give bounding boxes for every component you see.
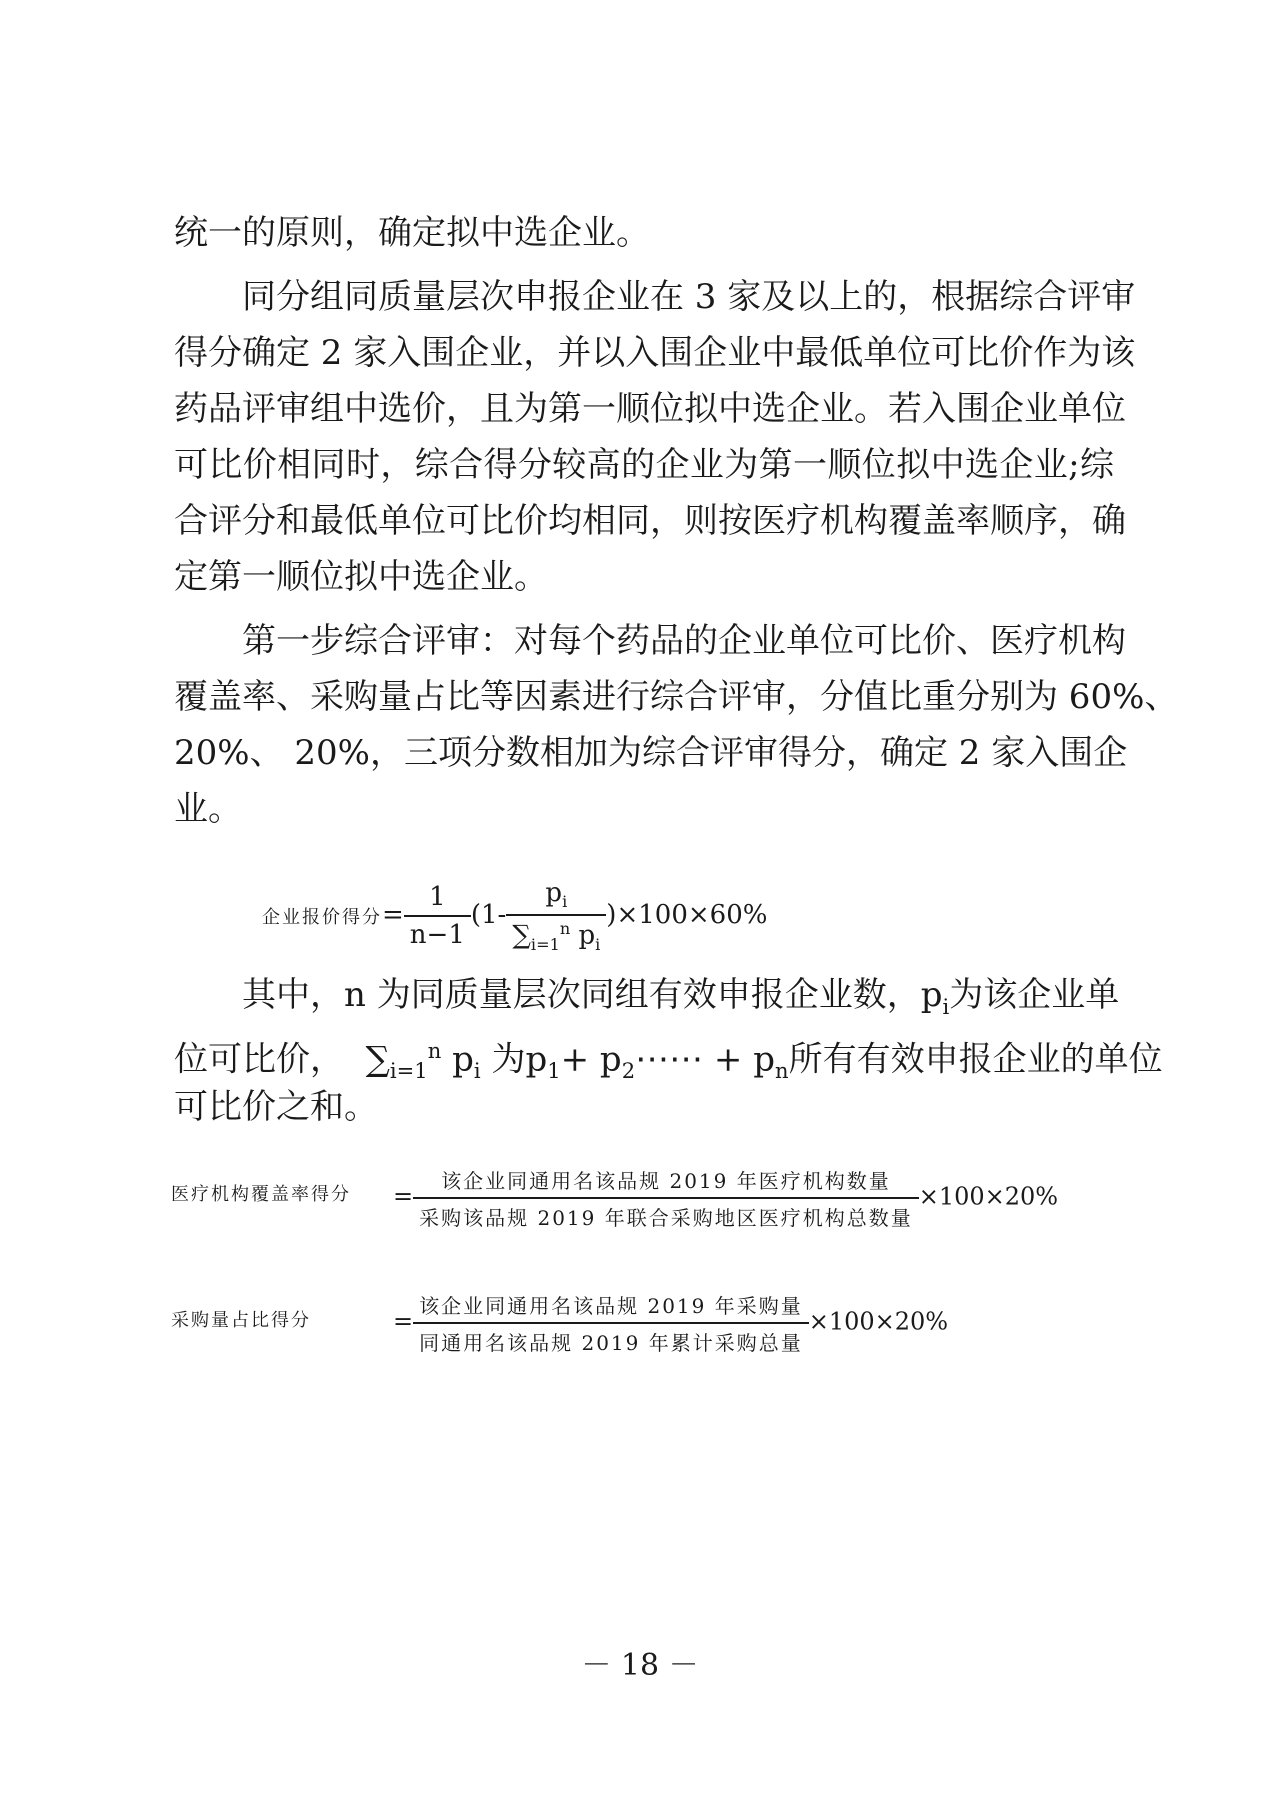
paragraph-line: 药品评审组中选价，且为第一顺位拟中选企业。若入围企业单位 xyxy=(174,389,1126,429)
explanation-line: 其中，n 为同质量层次同组有效申报企业数，$p_i$为该企业单 xyxy=(242,975,1120,1019)
paragraph-line: 得分确定 2 家入围企业，并以入围企业中最低单位可比价作为该 xyxy=(174,333,1136,373)
fraction: $\frac{\text{该企业同通用名该品规 2019 年医疗机构数量}}{\text{采购该品规 2019 年联合采购地区医疗机构总数量}}$ xyxy=(413,1165,919,1231)
formula-label: 医疗机构覆盖率得分 xyxy=(171,1184,351,1205)
formula-label: 采购量占比得分 xyxy=(171,1310,311,1331)
paragraph-line: 同分组同质量层次申报企业在 3 家及以上的，根据综合评审 xyxy=(242,277,1136,317)
page-number: － 18 － xyxy=(581,1648,699,1683)
paragraph-line: 第一步综合评审：对每个药品的企业单位可比价、医疗机构 xyxy=(242,621,1126,661)
paragraph-line: 可比价相同时，综合得分较高的企业为第一顺位拟中选企业;综 xyxy=(174,445,1114,485)
formula-label: 企业报价得分 xyxy=(262,907,382,929)
explanation-line: 可比价之和。 xyxy=(174,1087,378,1127)
explanation-line: 位可比价， $\sum_{i=1}^n$ $p_i$ 为$p_1+$ $p_2\cdots\cdots + p_n$所有有效申报企业的单位 xyxy=(174,1038,1163,1084)
coverage-score-formula: = $\frac{\text{该企业同通用名该品规 2019 年医疗机构数量}}{\text{采购该品规 2019 年联合采购地区医疗机构总数量}}$ ×100×20% xyxy=(393,1165,1058,1231)
paragraph-line: 合评分和最低单位可比价均相同，则按医疗机构覆盖率顺序，确 xyxy=(174,501,1126,541)
paragraph-line: 业。 xyxy=(174,789,242,829)
paragraph-line: 定第一顺位拟中选企业。 xyxy=(174,557,548,597)
purchase-share-score-formula: = $\frac{\text{该企业同通用名该品规 2019 年采购量}}{\text{同通用名该品规 2019 年累计采购总量}}$ ×100×20% xyxy=(393,1290,948,1356)
fraction: $\frac{1}{n-1}$ xyxy=(404,882,471,950)
paragraph-line: 统一的原则，确定拟中选企业。 xyxy=(174,213,650,253)
price-score-formula: 企业报价得分= $\frac{1}{n-1}$ (1- $\frac{p_i}{\sum_{i=1}^n p_i}$ )×100×60% xyxy=(262,878,768,955)
fraction: $\frac{p_i}{\sum_{i=1}^n p_i}$ xyxy=(506,878,606,954)
fraction: $\frac{\text{该企业同通用名该品规 2019 年采购量}}{\text{同通用名该品规 2019 年累计采购总量}}$ xyxy=(413,1290,809,1356)
paragraph-line: 20%、 20%，三项分数相加为综合评审得分，确定 2 家入围企 xyxy=(174,733,1128,773)
paragraph-line: 覆盖率、采购量占比等因素进行综合评审，分值比重分别为 60%、 xyxy=(174,677,1179,717)
